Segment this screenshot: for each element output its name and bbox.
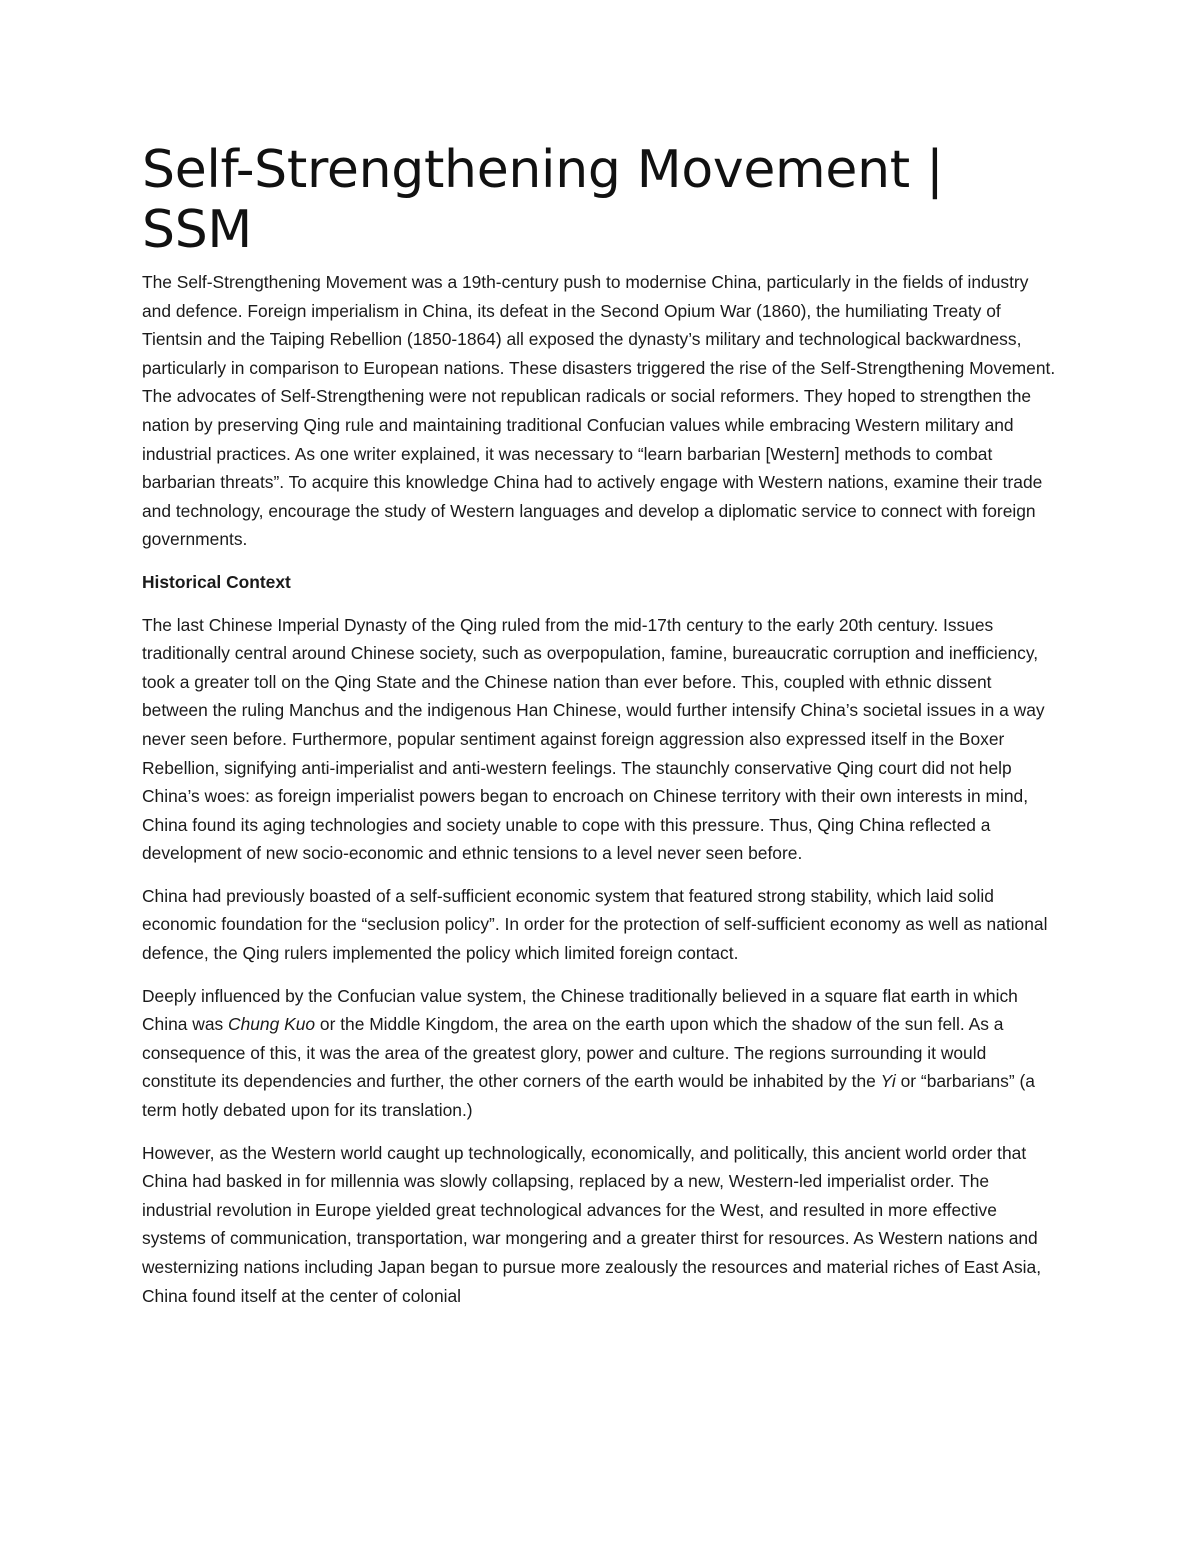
confucian-paragraph <box>142 982 1058 1125</box>
confucian-text-part-3: or “barbarians” (a term hotly debated upon for its translation.) <box>142 1071 1035 1121</box>
western-paragraph: However, as the Western world caught up technologically, economically, and politically, this ancient world order that China had basked in for millennia was slowly collapsing, replaced by a new, Western-led imperialist order. The industrial revolution in Europe yielded great technological advances for the West, and resulted in more effective systems of communication, transportation, war mongering and a greater thirst for resources. As Western nations and westernizing nations including Japan began to pursue more zealously the resources and material riches of East Asia, China found itself at the center of colonial <box>142 1142 1042 1306</box>
chung-kuo-term: Chung Kuo <box>228 1014 316 1035</box>
intro-paragraph: The Self-Strengthening Movement was a 19th-century push to modernise China, particularly in the fields of industry and defence. Foreign imperialism in China, its defeat in the Second Opium War (1860), the humiliating Treaty of Tientsin and the Taiping Rebellion (1850-1864) all exposed the dynasty’s military and technological backwardness, particularly in comparison to European nations. These disasters triggered the rise of the Self-Strengthening Movement. The advocates of Self-Strengthening were not republican radicals or social reformers. They hoped to strengthen the nation by preserving Qing rule and maintaining traditional Confucian values while embracing Western military and industrial practices. As one writer explained, it was necessary to “learn barbarian [Western] methods to combat barbarian threats”. To acquire this knowledge China had to actively engage with Western nations, examine their trade and technology, encourage the study of Western languages and develop a diplomatic service to connect with foreign governments. <box>142 272 1056 550</box>
confucian-text-part-1: Deeply influenced by the Confucian value system, the Chinese traditionally believed in a square flat earth in which China was <box>142 985 1018 1035</box>
economy-paragraph: China had previously boasted of a self-sufficient economic system that featured strong stability, which laid solid economic foundation for the “seclusion policy”. In order for the protection of self-sufficient economy as well as national defence, the Qing rulers implemented the policy which limited foreign contact. <box>142 885 1048 964</box>
confucian-text-part-2: or the Middle Kingdom, the area on the earth upon which the shadow of the sun fell. As a consequence of this, it was the area of the greatest glory, power and culture. The regions surrounding it would constitute its dependencies and further, the other corners of the earth would be inhabited by the <box>142 1014 1004 1092</box>
document-title: Self-Strengthening Movement | SSM <box>142 140 944 260</box>
context-paragraph: The last Chinese Imperial Dynasty of the Qing ruled from the mid-17th century to the early 20th century. Issues traditionally central around Chinese society, such as overpopulation, famine, bureaucratic corruption and inefficiency, took a greater toll on the Qing State and the Chinese nation than ever before. This, coupled with ethnic dissent between the ruling Manchus and the indigenous Han Chinese, would further intensify China’s societal issues in a way never seen before. Furthermore, popular sentiment against foreign aggression also expressed itself in the Boxer Rebellion, signifying anti-imperialist and anti-western feelings. The staunchly conservative Qing court did not help China’s woes: as foreign imperialist powers began to encroach on Chinese territory with their own interests in mind, China found its aging technologies and society unable to cope with this pressure. Thus, Qing China reflected a development of new socio-economic and ethnic tensions to a level never seen before. <box>142 614 1045 864</box>
section-heading: Historical Context <box>142 571 291 592</box>
yi-term: Yi <box>880 1071 896 1092</box>
document-body <box>142 140 1058 1324</box>
